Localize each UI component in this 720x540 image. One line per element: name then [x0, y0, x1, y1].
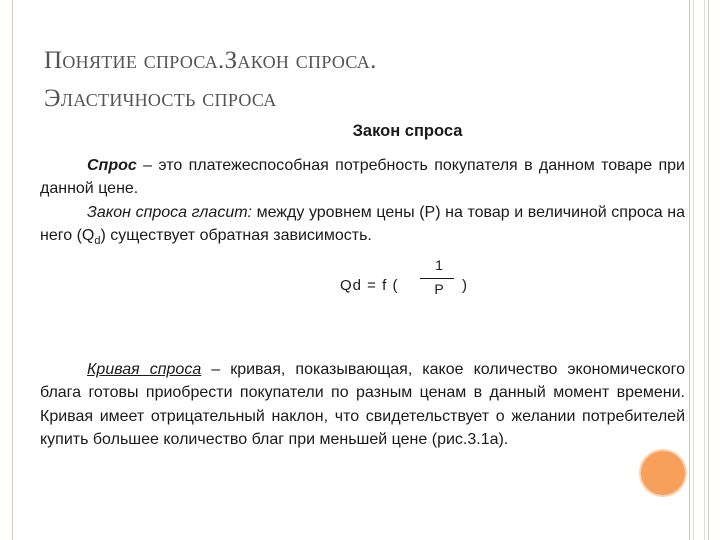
formula-lhs: Qd = f ( — [340, 276, 399, 294]
slide-title-line2: Эластичность спроса — [44, 85, 277, 112]
right-frame-inner — [693, 0, 705, 540]
term-demand: Спрос — [87, 156, 137, 174]
term-law-of-demand: Закон спроса гласит: — [87, 203, 252, 221]
slide-title-line1: Понятие спроса.Закон спроса. — [44, 47, 377, 74]
paragraph-curve-text: – кривая, показывающая, какое количество экономического блага готовы приобрести покупатели по разным ценам в данный момент времени. Кривая имеет отрицательный наклон, что свидетельствует о желании потребителей купить большее количество благ при меньшей цене (рис.3.1а). — [40, 360, 685, 449]
law-text-a: между уровнем цены (P) на товар и величиной спроса на него (Q — [40, 203, 685, 244]
law-text-b: ) существует обратная зависимость. — [100, 227, 372, 244]
slide-title — [44, 42, 644, 118]
formula-denominator: P — [434, 280, 444, 297]
paragraph-demand-text: – это платежеспособная потребность покупателя в данном товаре при данной цене. — [40, 156, 685, 197]
formula-fraction-bar — [420, 278, 454, 279]
paragraph-demand-definition — [40, 154, 685, 201]
left-border-line — [12, 0, 13, 540]
formula-close-paren: ) — [462, 276, 467, 294]
paragraph-demand-curve — [40, 358, 685, 452]
document-heading: Закон спроса — [352, 122, 463, 140]
term-demand-curve: Кривая спроса — [87, 360, 202, 378]
document-body — [40, 120, 685, 452]
paragraph-law-of-demand — [40, 201, 685, 254]
formula-numerator: 1 — [435, 256, 443, 273]
spacer — [40, 310, 685, 358]
law-subscript: d — [94, 235, 101, 248]
demand-formula — [40, 256, 685, 310]
right-decorative-frame — [689, 0, 709, 540]
decorative-orange-circle — [641, 451, 685, 495]
